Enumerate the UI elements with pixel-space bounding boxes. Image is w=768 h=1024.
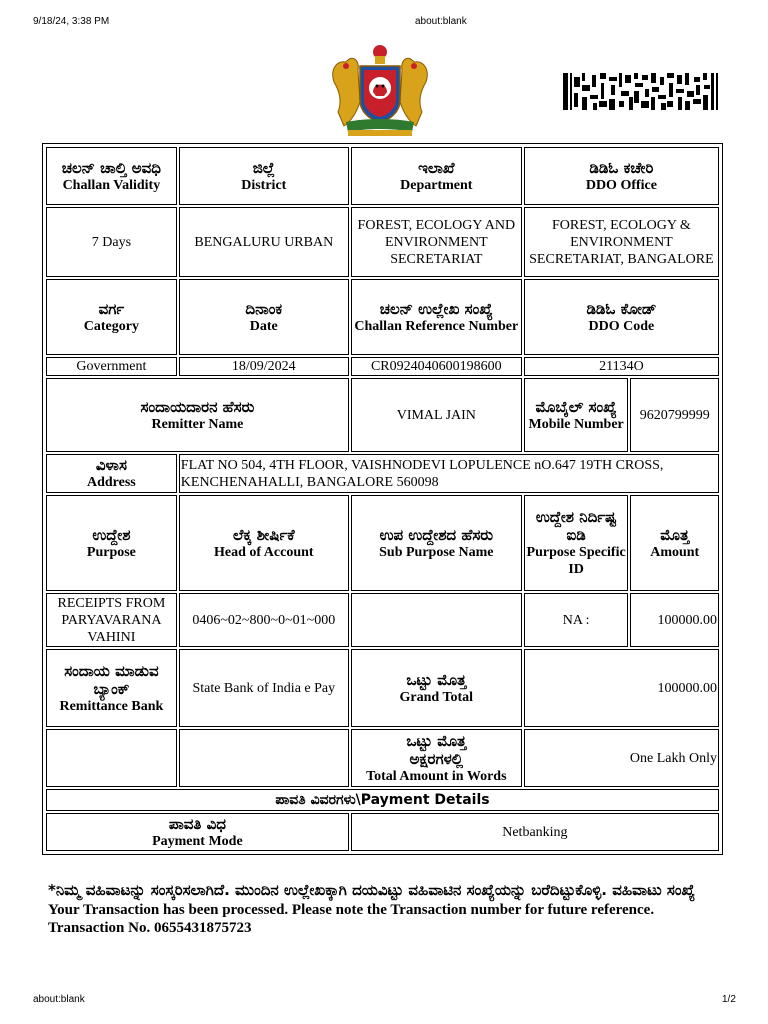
sub-purpose-label-kn: ಉಪ ಉದ್ದೇಶದ ಹೆಸರು [379,525,493,544]
transaction-label: Transaction No. [48,920,151,936]
date-label-en: Date [249,318,278,334]
district-label-kn: ಜಿಲ್ಲೆ [252,158,275,177]
category-label-en: Category [83,318,139,334]
purpose-id-value: NA : [524,593,629,647]
address-label-en: Address [87,475,136,490]
table-row [46,649,719,727]
empty-cell [179,729,349,787]
head-of-account-header-cell [179,495,349,591]
category-header-cell [46,279,177,355]
words-label-en: Total Amount in Words [366,768,507,784]
ddo-code-label-kn: ಡಿಡಿಓ ಕೋಡ್ [586,299,657,318]
department-label-kn: ಇಲಾಖೆ [418,158,455,177]
sub-purpose-value [351,593,522,647]
table-row [46,378,719,452]
date-label-kn: ದಿನಾಂಕ [245,299,283,318]
mobile-value: 9620799999 [630,378,719,452]
bank-header-cell [46,649,177,727]
payment-details-header [46,789,719,811]
table-row [46,357,719,376]
purpose-id-header-cell [524,495,629,591]
purpose-id-label-kn: ಉದ್ದೇಶ ನಿರ್ದಿಷ್ಟ ಐಡಿ [535,508,617,544]
sub-purpose-label-en: Sub Purpose Name [379,544,494,560]
challan-form [42,143,723,855]
amount-value: 100000.00 [630,593,719,647]
bank-label-kn: ಸಂದಾಯ ಮಾಡುವ ಬ್ಯಾಂಕ್ [64,661,159,698]
reference-header-cell [351,279,522,355]
purpose-id-label-en: Purpose Specific ID [526,545,626,577]
ddo-office-label-en: DDO Office [585,177,657,193]
payment-mode-header-cell [46,813,349,851]
bank-label-en: Remittance Bank [59,698,164,714]
validity-label-en: Challan Validity [62,177,161,193]
ddo-code-value: 21134O [524,357,719,376]
bank-value: State Bank of India e Pay [179,649,349,727]
print-page-number: 1/2 [722,994,736,1005]
remitter-label-en: Remitter Name [151,416,244,432]
barcode [563,73,718,110]
district-value: BENGALURU URBAN [179,207,349,277]
print-page-title: about:blank [415,16,467,27]
ddo-code-label-en: DDO Code [588,318,655,334]
department-label-en: Department [400,177,473,193]
mobile-header-cell [524,378,629,452]
karnataka-emblem [326,42,434,140]
print-footer-url: about:blank [33,994,85,1005]
table-row [46,593,719,647]
district-header-cell [179,147,349,205]
validity-header-cell [46,147,177,205]
grand-total-value: 100000.00 [524,649,719,727]
date-value: 18/09/2024 [179,357,349,376]
table-row [46,454,719,493]
address-value: FLAT NO 504, 4TH FLOOR, VAISHNODEVI LOPULENCE nO.647 19TH CROSS, KENCHENAHALLI, BANGALORE 560098 [179,454,719,493]
reference-label-kn: ಚಲನ್ ಉಲ್ಲೇಖ ಸಂಖ್ಯೆ [379,299,493,318]
payment-details-label: ಪಾವತಿ ವಿವರಗಳು\Payment Details [275,792,490,808]
ddo-code-header-cell [524,279,719,355]
table-row [46,813,719,851]
transaction-line [48,919,738,937]
purpose-label-kn: ಉದ್ದೇಶ [92,525,131,544]
department-value: FOREST, ECOLOGY AND ENVIRONMENT SECRETARIAT [351,207,522,277]
challan-table [44,145,721,853]
grand-total-label-en: Grand Total [399,689,474,705]
category-label-kn: ವರ್ಗ [98,299,125,318]
words-value: One Lakh Only [524,729,719,787]
mobile-label-en: Mobile Number [528,416,624,432]
print-datetime: 9/18/24, 3:38 PM [33,16,110,27]
date-header-cell [179,279,349,355]
reference-number-value: CR0924040600198600 [351,357,522,376]
grand-total-label-kn: ಒಟ್ಟು ಮೊತ್ತ [406,670,467,689]
words-header-cell [351,729,522,787]
category-value: Government [46,357,177,376]
ddo-office-value: FOREST, ECOLOGY & ENVIRONMENT SECRETARIAT, BANGALORE [524,207,719,277]
transaction-note [48,880,738,937]
payment-mode-label-kn: ಪಾವತಿ ವಿಧ [168,814,226,833]
table-row [46,789,719,811]
purpose-header-cell [46,495,177,591]
grand-total-header-cell [351,649,522,727]
address-label-kn: ವಿಳಾಸ [95,456,127,474]
words-label-kn-2: ಅಕ್ಷರಗಳಲ್ಲಿ [409,749,464,768]
district-label-en: District [241,177,287,193]
head-of-account-label-en: Head of Account [214,544,314,560]
amount-label-kn: ಮೊತ್ತ [660,525,690,544]
mobile-label-kn: ಮೊಬೈಲ್ ಸಂಖ್ಯೆ [535,397,617,416]
validity-label-kn: ಚಲನ್ ಚಾಲ್ತಿ ಅವಧಿ [61,158,161,177]
table-row [46,495,719,591]
table-row [46,207,719,277]
table-row [46,147,719,205]
remitter-value: VIMAL JAIN [351,378,522,452]
ddo-office-label-kn: ಡಿಡಿಓ ಕಚೇರಿ [589,158,654,177]
purpose-label-en: Purpose [86,544,136,560]
amount-header-cell [630,495,719,591]
words-label-kn-1: ಒಟ್ಟು ಮೊತ್ತ [406,731,467,750]
head-of-account-label-kn: ಲೆಕ್ಕ ಶೀರ್ಷಿಕೆ [233,525,295,544]
note-english: Your Transaction has been processed. Please note the Transaction number for future reference. [48,902,655,918]
purpose-value: RECEIPTS FROM PARYAVARANA VAHINI [46,593,177,647]
transaction-number: 0655431875723 [153,920,252,936]
head-of-account-value: 0406~02~800~0~01~000 [179,593,349,647]
payment-mode-value: Netbanking [351,813,719,851]
table-row [46,729,719,787]
amount-label-en: Amount [650,544,700,560]
payment-mode-label-en: Payment Mode [152,833,243,849]
sub-purpose-header-cell [351,495,522,591]
department-header-cell [351,147,522,205]
reference-label-en: Challan Reference Number [354,318,519,334]
address-header-cell [46,454,177,493]
remitter-label-kn: ಸಂದಾಯದಾರನ ಹೆಸರು [140,397,255,416]
remitter-header-cell [46,378,349,452]
validity-value: 7 Days [46,207,177,277]
ddo-office-header-cell [524,147,719,205]
table-row [46,279,719,355]
note-kannada: *ನಿಮ್ಮ ವಹಿವಾಟನ್ನು ಸಂಸ್ಕರಿಸಲಾಗಿದೆ. ಮುಂದಿನ ಉಲ್ಲೇಖಕ್ಕಾಗಿ ದಯವಿಟ್ಟು ವಹಿವಾಟಿನ ಸಂಖ್ಯೆಯನ್ನು ಬರೆದಿಟ್ಟುಕೊಳ್ಳಿ. ವಹಿವಾಟು ಸಂಖ್ಯೆ [48,881,696,899]
empty-cell [46,729,177,787]
